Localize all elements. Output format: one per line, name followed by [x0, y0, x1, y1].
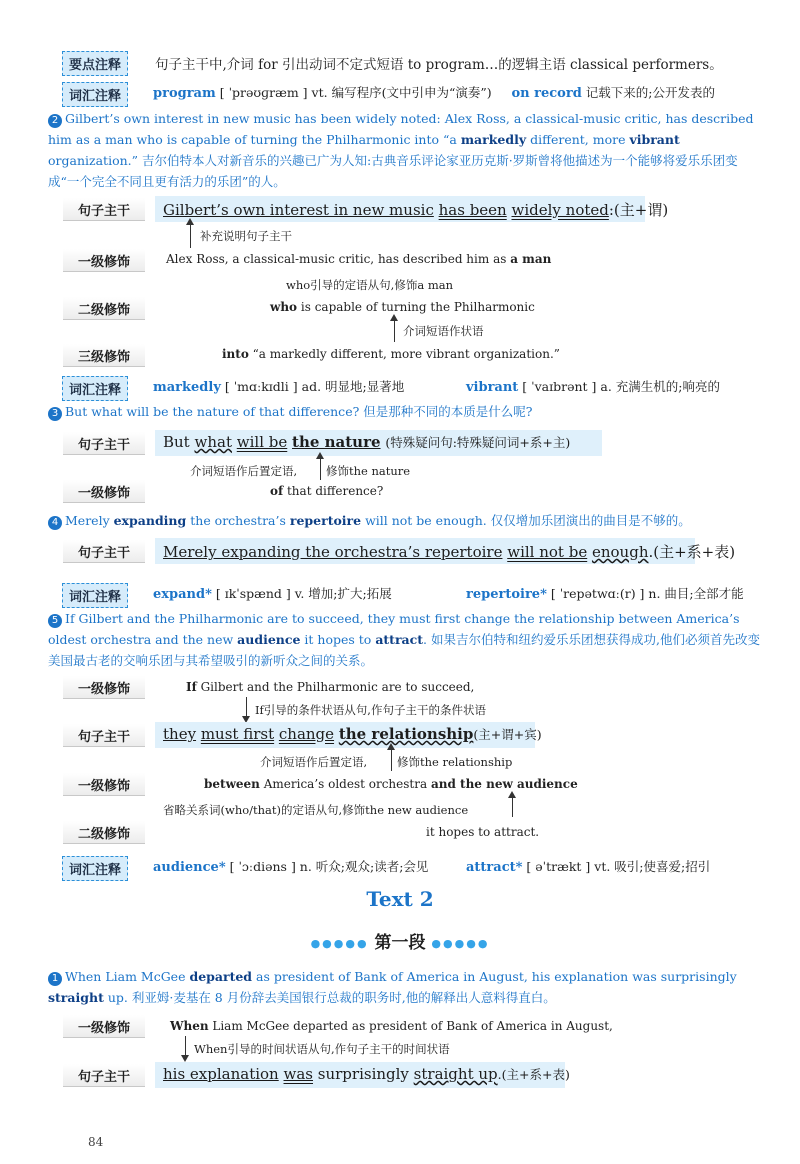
level2-clause: it hopes to attract. [426, 825, 540, 839]
vocab-row: audience* [ ˈɔːdiəns ] n. 听众;观众;读者;会见 [153, 859, 429, 875]
vocab-definition: [ ˈprəʊɡræm ] vt. 编写程序(文中引申为“演奏”) [219, 85, 492, 100]
chinese-translation: 吉尔伯特本人对新音乐的兴趣已广为人知:古典音乐评论家亚历克斯·罗斯曾将他描述为一个能够将爱乐乐团变成“一个完全不同且更有活力的乐团”的人。 [48, 153, 738, 189]
sentence-paragraph: 4 Merely expanding the orchestra’s repertoire will not be enough. 仅仅增加乐团演出的曲目是不够的。 [48, 510, 760, 531]
arrow-down-icon [246, 697, 247, 717]
page-number: 84 [88, 1135, 104, 1149]
sentence-paragraph: 2 Gilbert’s own interest in new music has been widely noted: Alex Ross, a classical-music critic, has described him as a man who is capable of turning the Philharmonic into “a markedly different, more vibrant organization.” 吉尔伯特本人对新音乐的兴趣已广为人知:古典音乐评论家亚历克斯·罗斯曾将他描述为一个能够将爱乐乐团变成“一个完全不同且更有活力的乐团”的人。 [48, 111, 754, 189]
level1-clause: If Gilbert and the Philharmonic are to succeed, [186, 680, 475, 694]
decorative-dots-icon: ●●●●● [431, 937, 490, 950]
vocab-word: on record [511, 86, 582, 101]
vocab-row-top [153, 83, 715, 101]
arrow-up-icon [391, 749, 392, 771]
main-clause: Merely expanding the orchestra’s repertoire will not be enough.(主+系+表) [163, 543, 736, 561]
decorative-dots-icon: ●●●●● [310, 937, 369, 950]
annotation: 介词短语作后置定语, [190, 464, 298, 478]
sentence-paragraph: 5 If Gilbert and the Philharmonic are to succeed, they must first change the relationship between America’s oldest orchestra and the new audience it hopes to attract. 如果吉尔伯特和纽约爱乐乐团想获得成功,他们必须首先改变美国最古老的交响乐团与其希望吸引的新听众之间的关系。 [48, 611, 760, 668]
paragraph-heading: ●●●●● 第一段 ●●●●● [310, 933, 490, 953]
sentence-paragraph: 3 But what will be the nature of that difference? 但是那种不同的本质是什么呢? [48, 401, 760, 422]
level3-clause: into “a markedly different, more vibrant organization.” [222, 347, 560, 361]
label-main-clause: 句子主干 [63, 1064, 145, 1087]
level1-clause: Alex Ross, a classical-music critic, has described him as a man [166, 252, 552, 266]
annotation: 介词短语作后置定语, [260, 755, 368, 769]
label-main-clause: 句子主干 [63, 432, 145, 455]
vocab-row: vibrant [ ˈvaɪbrənt ] a. 充满生机的;响亮的 [466, 379, 720, 395]
key-note-text: 句子主干中,介词 for 引出动词不定式短语 to program…的逻辑主语 classical performers。 [155, 57, 723, 73]
arrow-up-icon [320, 458, 321, 480]
label-level1: 一级修饰 [63, 773, 145, 796]
vocab-tag: 词汇注释 [62, 376, 128, 401]
arrow-up-icon [394, 320, 395, 342]
label-main-clause: 句子主干 [63, 724, 145, 747]
main-clause: his explanation was surprisingly straight up.(主+系+表) [163, 1065, 570, 1083]
vocab-row: markedly [ ˈmɑːkɪdli ] ad. 明显地;显著地 [153, 379, 405, 395]
annotation: 省略关系词(who/that)的定语从句,修饰the new audience [163, 803, 469, 817]
annotation: 补充说明句子主干 [200, 229, 292, 243]
label-level1: 一级修饰 [63, 480, 145, 503]
arrow-down-icon [185, 1036, 186, 1056]
vocab-row: repertoire* [ ˈrepətwɑː(r) ] n. 曲目;全部才能 [466, 586, 744, 602]
label-level2: 二级修饰 [63, 297, 145, 320]
label-level1: 一级修饰 [63, 676, 145, 699]
label-main-clause: 句子主干 [63, 540, 145, 563]
arrow-up-icon [190, 224, 191, 248]
main-clause: they must first change the relationship(主+谓+宾) [163, 725, 542, 743]
vocab-row: expand* [ ɪkˈspænd ] v. 增加;扩大;拓展 [153, 586, 392, 602]
vocab-tag: 词汇注释 [62, 583, 128, 608]
annotation: If引导的条件状语从句,作句子主干的条件状语 [255, 703, 486, 717]
annotation: 修饰the nature [326, 464, 411, 478]
vocab-definition: 记载下来的;公开发表的 [585, 85, 715, 100]
arrow-up-icon [512, 797, 513, 817]
vocab-row: attract* [ əˈtrækt ] vt. 吸引;使喜爱;招引 [466, 859, 711, 875]
sentence-paragraph: 1 When Liam McGee departed as president of Bank of America in August, his explanation was surprisingly straight up. 利亚姆·麦基在 8 月份辞去美国银行总裁的职务时,他的解释出人意料得直白。 [48, 969, 737, 1005]
label-main-clause: 句子主干 [63, 198, 145, 221]
annotation: 修饰the relationship [397, 755, 513, 769]
vocab-word: program [153, 86, 216, 101]
level1-clause: When Liam McGee departed as president of Bank of America in August, [170, 1019, 613, 1033]
annotation: 介词短语作状语 [403, 324, 484, 338]
main-clause: Gilbert’s own interest in new music has been widely noted:(主+谓) [163, 201, 669, 219]
level1-clause: between America’s oldest orchestra and the new audience [204, 777, 578, 791]
vocab-tag: 词汇注释 [62, 82, 128, 107]
sentence-number: 2 [48, 114, 62, 128]
key-note-tag: 要点注释 [62, 51, 128, 76]
main-clause: But what will be the nature (特殊疑问句:特殊疑问词+系+主) [163, 433, 571, 451]
vocab-tag: 词汇注释 [62, 856, 128, 881]
label-level1: 一级修饰 [63, 1015, 145, 1038]
section-title: Text 2 [366, 887, 434, 911]
level1-clause: of that difference? [270, 484, 384, 498]
annotation: who引导的定语从句,修饰a man [286, 278, 454, 292]
label-level2: 二级修饰 [63, 821, 145, 844]
level2-clause: who is capable of turning the Philharmonic [270, 300, 535, 314]
label-level3: 三级修饰 [63, 344, 145, 367]
label-level1: 一级修饰 [63, 249, 145, 272]
annotation: When引导的时间状语从句,作句子主干的时间状语 [194, 1042, 450, 1056]
